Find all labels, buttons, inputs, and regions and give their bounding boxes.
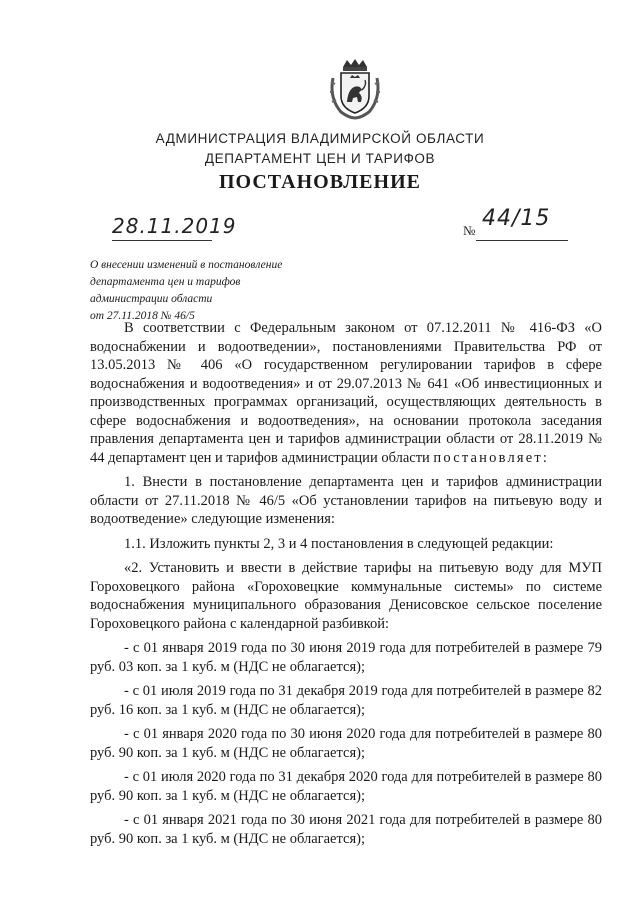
tariff-item: - с 01 января 2019 года по 30 июня 2019 года для потребителей в размере 79 руб. 03 коп. за 1 куб. м (НДС не облагается); [90, 640, 602, 675]
decree-word: постановляет: [433, 449, 550, 466]
document-title: ПОСТАНОВЛЕНИЕ [219, 171, 421, 193]
subject-line: департамента цен и тарифов [90, 276, 241, 288]
department-name: ДЕПАРТАМЕНТ ЦЕН И ТАРИФОВ [204, 151, 436, 166]
subject-line: администрации области [90, 293, 213, 305]
number-label: № [463, 223, 476, 238]
tariff-item: - с 01 июля 2020 года по 31 декабря 2020 года для потребителей в размере 80 руб. 90 коп. за 1 куб. м (НДС не облагается); [90, 769, 602, 804]
tariff-item: - с 01 января 2021 года по 30 июня 2021 года для потребителей в размере 80 руб. 90 коп. за 1 куб. м (НДС не облагается); [90, 812, 602, 847]
org-name: АДМИНИСТРАЦИЯ ВЛАДИМИРСКОЙ ОБЛАСТИ [155, 131, 485, 146]
intro-paragraph [90, 319, 602, 467]
intro-text: В соответствии с Федеральным законом от 07.12.2011 № 416-ФЗ «О водоснабжении и водоотведении», постановлениями Правительства РФ от 13.05.2013 № 406 «О государственном регулировании тарифов в сфере водоснабжения и водоотведения» и от 29.07.2013 № 641 «Об инвестиционных и производственных программах организаций, осуществляющих деятельность в сфере водоснабжения и водоотведения», на основании протокола заседания правления департамента цен и тарифов администрации области от 28.11.2019 № 44 департамент цен и тарифов администрации области [90, 320, 602, 466]
clause-2: «2. Установить и ввести в действие тарифы на питьевую воду для МУП Гороховецкого района «Гороховецкие коммунальные системы» по системе водоснабжения муниципального образования Денисовское сельское поселение Гороховецкого района с календарной разбивкой: [90, 560, 602, 632]
document-number: 44/15 [482, 206, 551, 231]
date-underline [112, 240, 212, 241]
tariff-item: - с 01 января 2020 года по 30 июня 2020 года для потребителей в размере 80 руб. 90 коп. за 1 куб. м (НДС не облагается); [90, 726, 602, 761]
document-date: 28.11.2019 [112, 214, 237, 238]
clause-1: 1. Внести в постановление департамента цен и тарифов администрации области от 27.11.2018 № 46/5 «Об установлении тарифов на питьевую воду и водоотведение» следующие изменения: [90, 474, 602, 527]
document-subject [90, 257, 350, 325]
coat-of-arms-icon [327, 58, 383, 120]
number-underline [476, 240, 568, 241]
subject-line: от 27.11.2018 № 46/5 [90, 310, 195, 322]
tariff-item: - с 01 июля 2019 года по 31 декабря 2019 года для потребителей в размере 82 руб. 16 коп. за 1 куб. м (НДС не облагается); [90, 683, 602, 718]
clause-1-1: 1.1. Изложить пункты 2, 3 и 4 постановления в следующей редакции: [124, 535, 554, 552]
document-body [90, 319, 602, 848]
subject-line: О внесении изменений в постановление [90, 259, 283, 271]
